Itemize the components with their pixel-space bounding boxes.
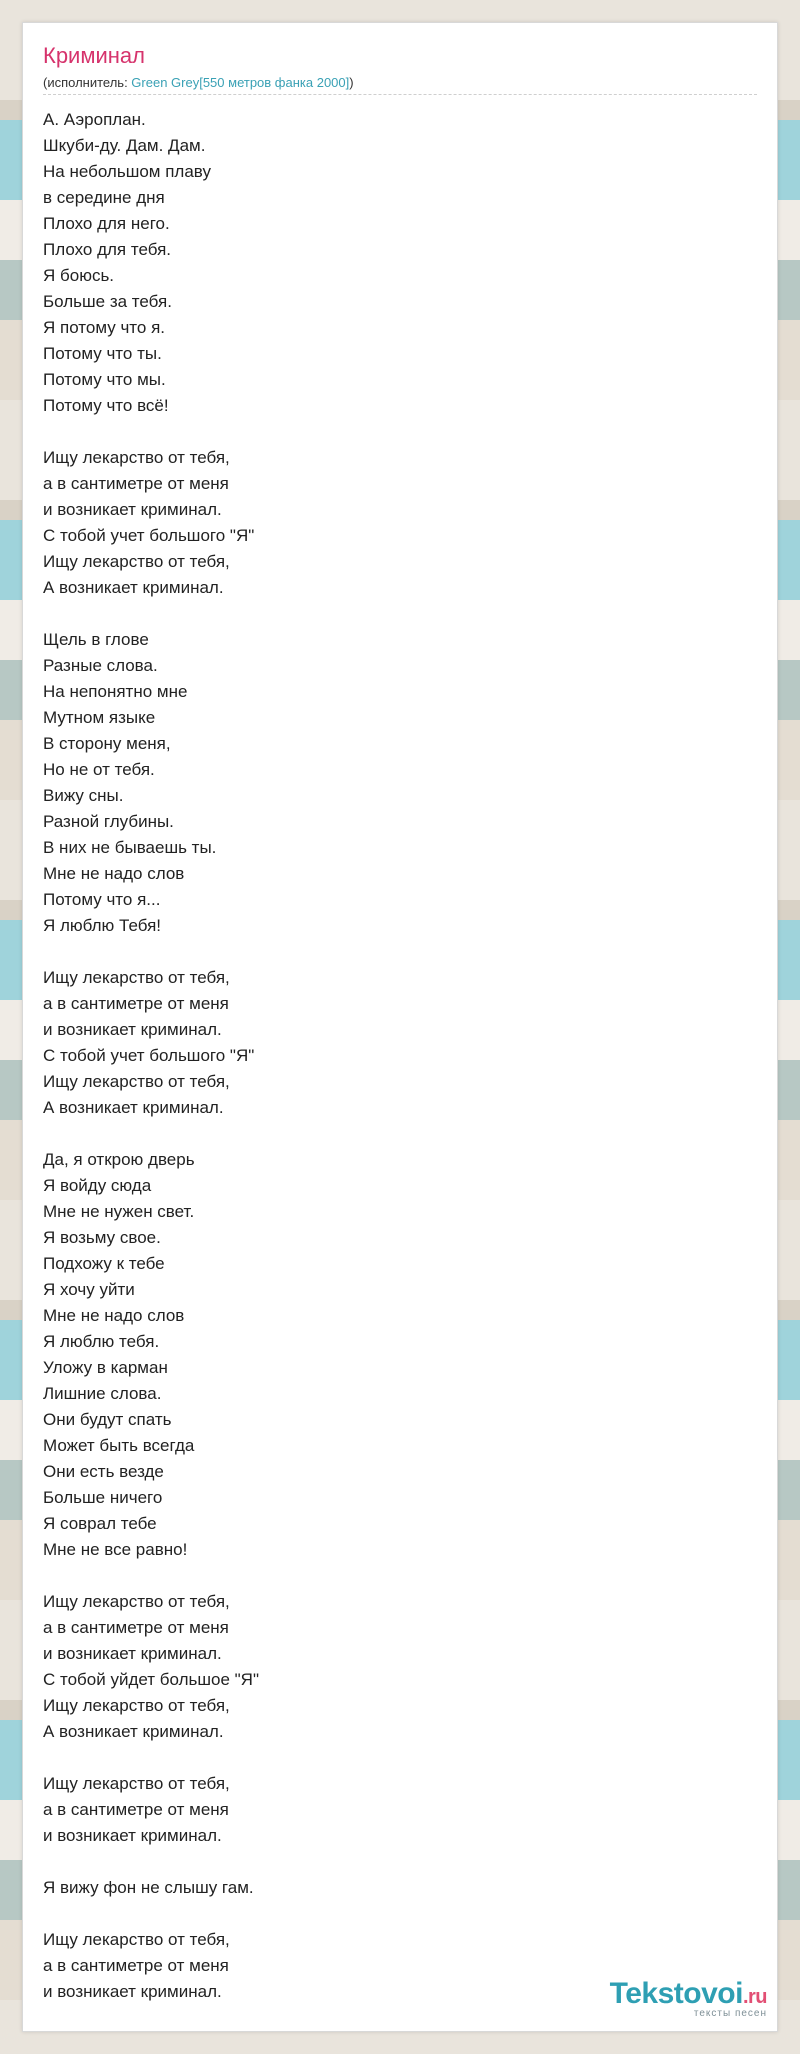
lyric-line: На непонятно мне [43, 682, 188, 701]
logo-tagline: тексты песен [693, 2008, 767, 2019]
lyric-line: А возникает криминал. [43, 1098, 224, 1117]
artist-name: Green Grey [131, 75, 200, 90]
lyric-line: а в сантиметре от меня [43, 1800, 229, 1819]
lyric-line: Я люблю тебя. [43, 1332, 160, 1351]
lyric-line: А возникает криминал. [43, 1722, 224, 1741]
lyric-line: А. Аэроплан. [43, 110, 146, 129]
lyric-line: а в сантиметре от меня [43, 994, 229, 1013]
lyric-line: Я соврал тебе [43, 1514, 157, 1533]
lyric-line: Да, я открою дверь [43, 1150, 195, 1169]
lyric-line: Может быть всегда [43, 1436, 195, 1455]
logo-tld: .ru [742, 1986, 767, 2008]
lyric-line: Уложу в карман [43, 1358, 168, 1377]
lyric-line: Мне не надо слов [43, 864, 185, 883]
stanza-gap [43, 419, 757, 445]
site-logo[interactable] [610, 1977, 767, 2019]
lyric-line: С тобой уйдет большое "Я" [43, 1670, 259, 1689]
lyric-line: Потому что я... [43, 890, 161, 909]
lyric-line: Разные слова. [43, 656, 158, 675]
lyric-line: А возникает криминал. [43, 578, 224, 597]
performer-suffix: ) [349, 75, 354, 90]
lyric-line: Они будут спать [43, 1410, 172, 1429]
lyric-line: Плохо для тебя. [43, 240, 171, 259]
song-title: Криминал [43, 43, 145, 68]
lyric-line: С тобой учет большого "Я" [43, 1046, 255, 1065]
performer-info [43, 75, 354, 90]
lyric-line: Ищу лекарство от тебя, [43, 448, 230, 467]
lyric-line: Я люблю Тебя! [43, 916, 162, 935]
divider [43, 94, 757, 95]
lyric-line: Мне не все равно! [43, 1540, 188, 1559]
lyric-line: Ищу лекарство от тебя, [43, 552, 230, 571]
lyric-line: Я хочу уйти [43, 1280, 135, 1299]
lyric-line: и возникает криминал. [43, 1644, 222, 1663]
lyric-line: Ищу лекарство от тебя, [43, 1592, 230, 1611]
lyric-line: Ищу лекарство от тебя, [43, 1696, 230, 1715]
lyric-line: и возникает криминал. [43, 1826, 222, 1845]
lyric-line: Больше ничего [43, 1488, 163, 1507]
lyric-line: Больше за тебя. [43, 292, 172, 311]
lyric-line: в середине дня [43, 188, 165, 207]
lyric-line: В сторону меня, [43, 734, 171, 753]
stanza-gap [43, 1563, 757, 1589]
lyric-line: Ищу лекарство от тебя, [43, 968, 230, 987]
performer-prefix: (исполнитель: [43, 75, 132, 90]
lyric-line: В них не бываешь ты. [43, 838, 217, 857]
lyric-line: Мутном языке [43, 708, 156, 727]
logo-brand-name: Tekstovoi [609, 1977, 743, 2010]
lyric-line: Я потому что я. [43, 318, 165, 337]
stanza-gap [43, 601, 757, 627]
lyric-line: Разной глубины. [43, 812, 174, 831]
lyric-line: Я вижу фон не слышу гам. [43, 1878, 254, 1897]
lyric-line: Я боюсь. [43, 266, 115, 285]
lyric-line: Они есть везде [43, 1462, 164, 1481]
lyric-line: Лишние слова. [43, 1384, 162, 1403]
lyric-line: С тобой учет большого "Я" [43, 526, 255, 545]
lyric-line: Мне не надо слов [43, 1306, 185, 1325]
lyric-line: и возникает криминал. [43, 500, 222, 519]
lyric-line: Щель в глове [43, 630, 149, 649]
lyric-line: а в сантиметре от меня [43, 1956, 229, 1975]
lyric-line: Я возьму свое. [43, 1228, 161, 1247]
lyric-line: а в сантиметре от меня [43, 1618, 229, 1637]
stanza-gap [43, 1901, 757, 1927]
lyric-line: а в сантиметре от меня [43, 474, 229, 493]
lyric-line: Вижу сны. [43, 786, 124, 805]
lyric-line: Ищу лекарство от тебя, [43, 1072, 230, 1091]
album-name: [550 метров фанка 2000] [199, 75, 350, 90]
lyric-line: Плохо для него. [43, 214, 170, 233]
lyric-line: Но не от тебя. [43, 760, 155, 779]
lyric-line: и возникает криминал. [43, 1982, 222, 2001]
lyrics-card [22, 22, 778, 2032]
lyric-line: Потому что мы. [43, 370, 166, 389]
lyric-line: Ищу лекарство от тебя, [43, 1930, 230, 1949]
stanza-gap [43, 1745, 757, 1771]
lyric-line: Мне не нужен свет. [43, 1202, 195, 1221]
lyrics-text [43, 107, 757, 2005]
stanza-gap [43, 939, 757, 965]
lyric-line: На небольшом плаву [43, 162, 211, 181]
lyric-line: Потому что всё! [43, 396, 169, 415]
logo-brand [610, 1977, 767, 2011]
lyric-line: Потому что ты. [43, 344, 162, 363]
lyric-line: Ищу лекарство от тебя, [43, 1774, 230, 1793]
stanza-gap [43, 1849, 757, 1875]
lyric-line: Шкуби-ду. Дам. Дам. [43, 136, 206, 155]
lyric-line: и возникает криминал. [43, 1020, 222, 1039]
lyric-line: Подхожу к тебе [43, 1254, 165, 1273]
lyric-line: Я войду сюда [43, 1176, 152, 1195]
artist-link[interactable] [131, 75, 349, 90]
stanza-gap [43, 1121, 757, 1147]
